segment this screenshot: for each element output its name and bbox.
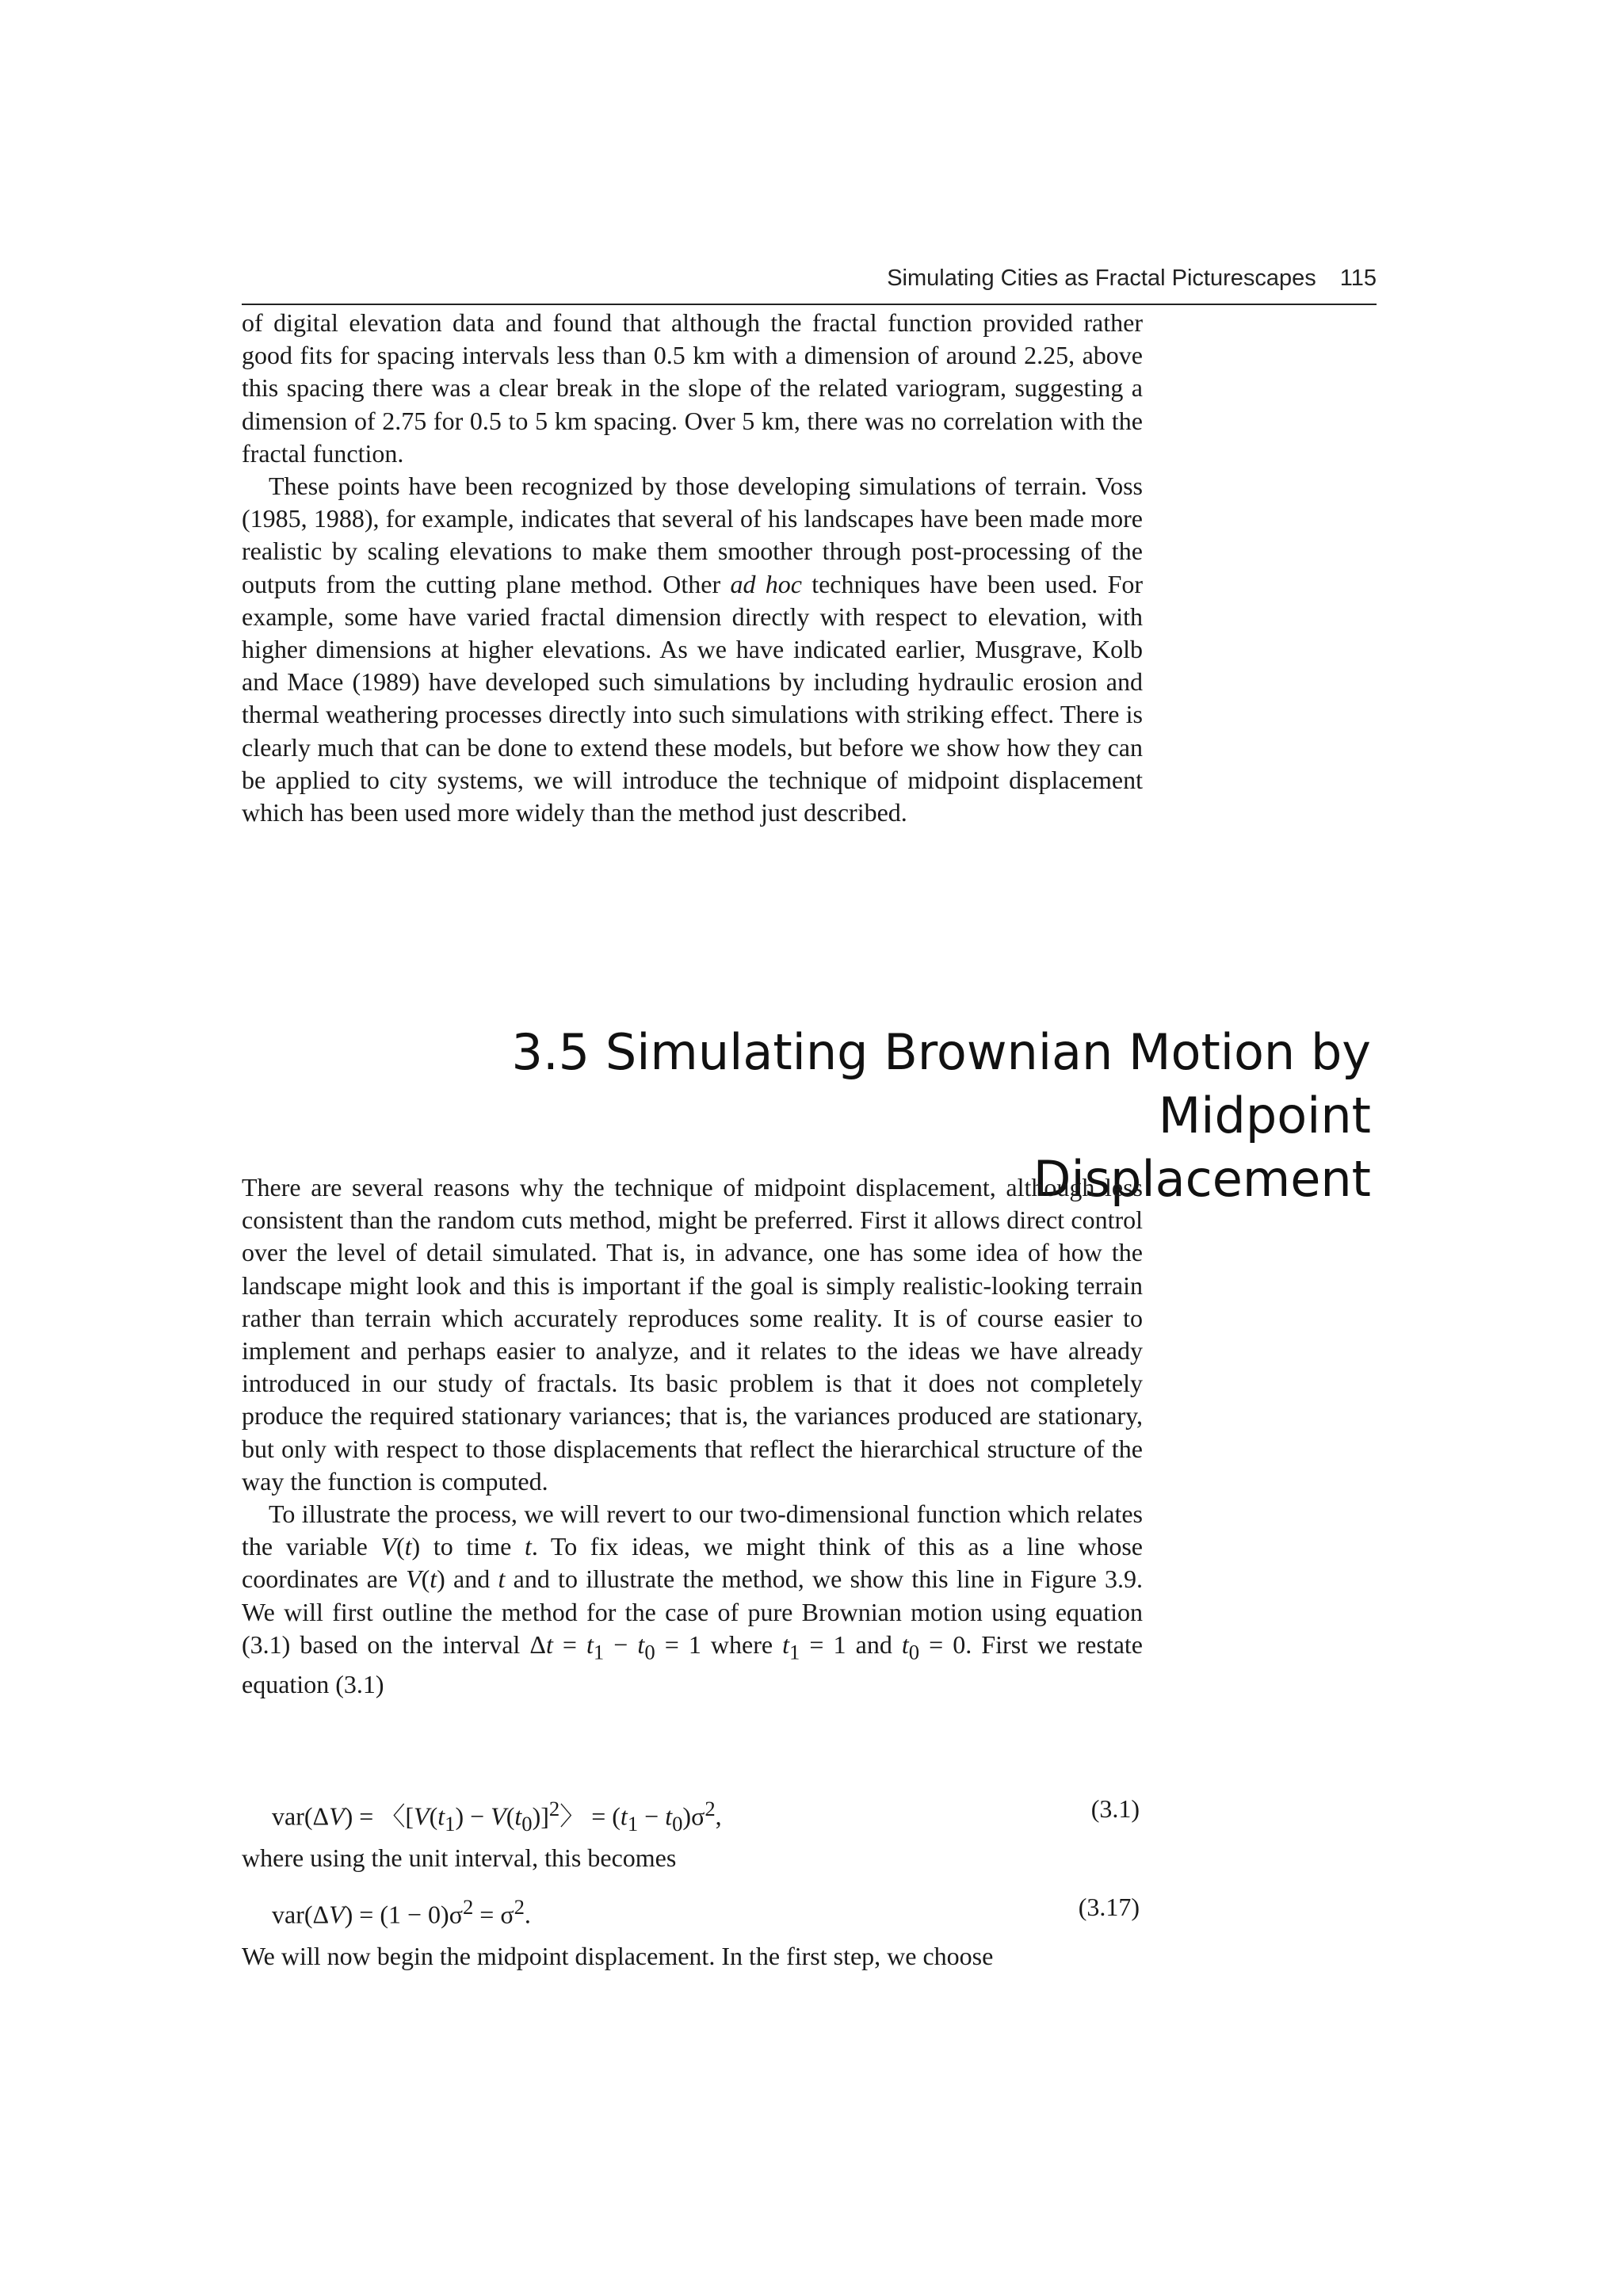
eq-text: ( — [429, 1801, 438, 1831]
math-var: V — [406, 1564, 422, 1594]
subscript: 0 — [908, 1640, 920, 1664]
superscript: 2 — [514, 1895, 525, 1919]
text-span: = 1 where — [655, 1629, 783, 1659]
text-span: = 0. First we restate equation (3.1) — [242, 1629, 1144, 1699]
subscript: 1 — [593, 1640, 605, 1664]
math-var: t — [782, 1629, 790, 1659]
paragraph-continued: of digital elevation data and found that although the fractal function provided rather good fits for spacing intervals less than 0.5 km with a dimension of around 2.25, above this spacing there was a clear break in the slope of the related variogram, suggesting a dimension of 2.75 for 0.5 to 5 km spacing. Over 5 km, there was no correlation with the fractal function. — [242, 308, 1143, 468]
text-span: and to illustrate the method, we show this line in Figure 3.9. We will first outline the method for the case of pure Brownian motion using equation (3.1) based on the interval Δ — [242, 1564, 1144, 1659]
eq-text: ( — [506, 1801, 515, 1831]
text-span: = 1 and — [800, 1629, 902, 1659]
superscript: 2 — [705, 1797, 716, 1820]
equation-number: (3.1) — [1090, 1794, 1140, 1823]
superscript: 2 — [548, 1797, 560, 1820]
running-head — [242, 266, 1377, 292]
text-span: techniques have been used. For example, some have varied fractal dimension directly with respect to elevation, with higher dimensions at higher elevations. As we have indicated earlier, Musgrave, Kolb and Mace (1989) have developed such simulations by including hydraulic erosion and thermal weathering processes directly into such simulations with striking effect. There is clearly much that can be done to extend these models, but before we show how they can be applied to city systems, we will introduce the technique of midpoint displacement which has been used more widely than the method just described. — [242, 569, 1144, 827]
eq-text: var(Δ — [272, 1801, 330, 1831]
equation-number: (3.17) — [1078, 1893, 1140, 1921]
math-var: t — [430, 1564, 437, 1594]
math-var: t — [901, 1629, 909, 1659]
eq-text: )] — [532, 1801, 549, 1831]
eq-text: . — [524, 1900, 531, 1929]
header-rule — [242, 304, 1377, 305]
math-var: V — [329, 1900, 345, 1929]
text-span: ( — [396, 1532, 405, 1561]
math-var: t — [437, 1801, 445, 1831]
text-block-section — [242, 1171, 1143, 1702]
math-var: t — [498, 1564, 506, 1594]
superscript: 2 — [462, 1895, 474, 1919]
equation-3-17 — [272, 1891, 1140, 1931]
text-span: . To fix ideas, we might think of this as a line whose coordinates are — [242, 1532, 1143, 1594]
text-span: To illustrate the process, we will revert to our two-dimensional function which relates the variable — [242, 1499, 1143, 1561]
eq-text: ) = 〈[ — [344, 1801, 414, 1831]
paragraph-terrain-simulations — [242, 470, 1143, 829]
paragraph-reasons: There are several reasons why the technique of midpoint displacement, although less consistent than the random cuts method, might be preferred. First it allows direct control over the level of detail simulated. That is, in advance, one has some idea of how the landscape might look and this is important if the goal is simply realistic-looking terrain rather than terrain which accurately reproduces some reality. It is of course easier to implement and perhaps easier to analyze, and it relates to the ideas we have already introduced in our study of fractals. Its basic problem is that it does not completely produce the required stationary variances; that is, the variances produced are stationary, but only with respect to those displacements that reflect the hierarchical structure of the way the function is computed. — [242, 1173, 1143, 1496]
eq-text: 〉 = ( — [559, 1801, 621, 1831]
text-span: ) and — [437, 1564, 498, 1594]
section-heading-line-1: 3.5 Simulating Brownian Motion by Midpoint — [511, 1023, 1371, 1144]
subscript: 1 — [789, 1640, 800, 1664]
subscript: 0 — [644, 1640, 655, 1664]
math-var: t — [545, 1629, 553, 1659]
math-var: V — [380, 1532, 396, 1561]
eq-text: var(Δ — [272, 1900, 330, 1929]
text-span: ) to time — [411, 1532, 525, 1561]
math-var: V — [414, 1801, 430, 1831]
text-block-top — [242, 307, 1143, 829]
paragraph-illustrate-process — [242, 1498, 1143, 1702]
text-span: = — [552, 1629, 587, 1659]
eq-text: − — [638, 1801, 666, 1831]
subscript: 0 — [521, 1812, 533, 1836]
math-var: t — [665, 1801, 673, 1831]
math-var: V — [491, 1801, 506, 1831]
eq-text: = σ — [473, 1900, 514, 1929]
math-var: t — [404, 1532, 412, 1561]
last-line: We will now begin the midpoint displacement. In the first step, we choose — [242, 1942, 994, 1970]
eq-text: ) − — [455, 1801, 491, 1831]
subscript: 1 — [445, 1812, 456, 1836]
math-var: t — [514, 1801, 522, 1831]
math-var: t — [586, 1629, 594, 1659]
subscript: 0 — [672, 1812, 683, 1836]
equation-body — [272, 1793, 722, 1840]
equation-3-1 — [272, 1793, 1140, 1840]
math-var: V — [329, 1801, 345, 1831]
page-number: 115 — [1339, 266, 1377, 291]
math-var: t — [620, 1801, 628, 1831]
between-text: where using the unit interval, this becomes — [242, 1843, 677, 1872]
subscript: 1 — [627, 1812, 639, 1836]
italic-text: ad hoc — [730, 569, 802, 598]
math-var: t — [637, 1629, 645, 1659]
eq-text: , — [715, 1801, 722, 1831]
text-span: − — [604, 1629, 638, 1659]
text-span: ( — [421, 1564, 430, 1594]
section-heading-line-2: Displacement — [1033, 1150, 1371, 1208]
eq-text: ) = (1 − 0)σ — [344, 1900, 463, 1929]
running-head-title: Simulating Cities as Fractal Picturescapes — [887, 266, 1316, 291]
text-span: These points have been recognized by those developing simulations of terrain. Voss (1985, 1988), for example, indicates that several of his landscapes have been made more realistic by scaling elevations to make them smoother through post-processing of the outputs from the cutting plane method. Other — [242, 472, 1143, 598]
math-var: t — [524, 1532, 532, 1561]
eq-text: )σ — [682, 1801, 705, 1831]
equation-body — [272, 1891, 531, 1931]
